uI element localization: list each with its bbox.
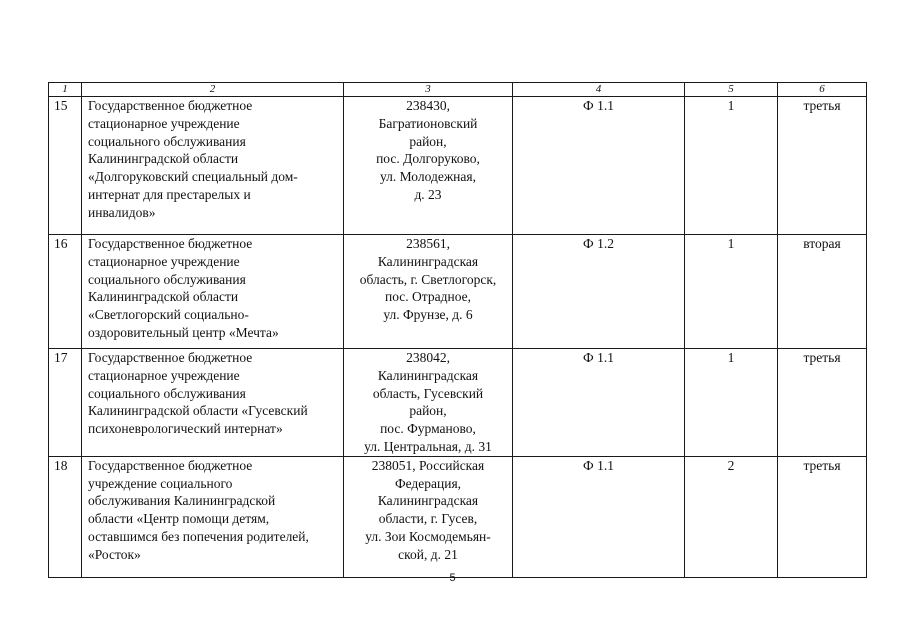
name-line: Государственное бюджетное	[88, 350, 253, 365]
column-6-value: третья	[778, 349, 867, 457]
name-line: Государственное бюджетное	[88, 236, 253, 251]
column-6-value: вторая	[778, 235, 867, 349]
address-line: 238042,	[406, 350, 450, 365]
institution-name	[82, 456, 344, 577]
address-line: 238430,	[406, 98, 450, 113]
column-4-value: Ф 1.2	[513, 235, 685, 349]
institution-address	[344, 235, 513, 349]
address-line: д. 23	[414, 186, 442, 202]
row-number: 18	[49, 456, 82, 577]
name-line: «Долгоруковский специальный дом-	[88, 169, 298, 185]
name-line: области «Центр помощи детям,	[88, 511, 270, 527]
address-line: ской, д. 21	[398, 546, 458, 562]
header-cell: 6	[778, 83, 867, 97]
name-line: социального обслуживания	[88, 133, 246, 149]
address-line: области, г. Гусев,	[378, 511, 478, 527]
column-5-value: 1	[685, 349, 778, 457]
column-5-value: 1	[685, 235, 778, 349]
address-line: район,	[409, 133, 447, 149]
table-row	[49, 456, 867, 577]
address-line: пос. Долгоруково,	[376, 151, 480, 167]
column-4-value: Ф 1.1	[513, 456, 685, 577]
row-number: 16	[49, 235, 82, 349]
column-6-value: третья	[778, 456, 867, 577]
address-line: Калининградская	[377, 493, 479, 509]
header-cell: 1	[49, 83, 82, 97]
address-line: область, г. Светлогорск,	[359, 271, 497, 287]
name-line: интернат для престарелых и	[88, 186, 251, 202]
institution-address	[344, 456, 513, 577]
address-line: ул. Центральная, д. 31	[364, 438, 492, 454]
address-line: Калининградская	[377, 253, 479, 269]
address-line: Багратионовский	[378, 115, 478, 131]
page-number: 5	[449, 572, 456, 584]
row-number: 15	[49, 97, 82, 235]
column-4-value: Ф 1.1	[513, 97, 685, 235]
name-line: обслуживания Калининградской	[88, 493, 276, 509]
address-line: район,	[409, 403, 447, 419]
institution-name	[82, 235, 344, 349]
column-5-value: 2	[685, 456, 778, 577]
address-line: ул. Молодежная,	[380, 169, 476, 185]
name-line: «Светлогорский социально-	[88, 307, 249, 323]
institution-name	[82, 349, 344, 457]
name-line: Государственное бюджетное	[88, 457, 253, 473]
name-line: Государственное бюджетное	[88, 98, 253, 113]
name-line: Калининградской области	[88, 289, 239, 305]
column-5-value: 1	[685, 97, 778, 235]
name-line: социального обслуживания	[88, 385, 246, 401]
name-line: «Росток»	[88, 546, 141, 562]
name-line: стационарное учреждение	[88, 115, 240, 131]
row-number: 17	[49, 349, 82, 457]
name-line: Калининградской области «Гусевский	[88, 403, 308, 419]
address-line: Калининградская	[377, 367, 479, 383]
header-cell: 2	[82, 83, 344, 97]
header-cell: 3	[344, 83, 513, 97]
name-line: стационарное учреждение	[88, 367, 240, 383]
header-cell: 4	[513, 83, 685, 97]
institution-address	[344, 97, 513, 235]
table-row	[49, 97, 867, 235]
institution-name	[82, 97, 344, 235]
table-header-row	[49, 83, 867, 97]
table-row	[49, 235, 867, 349]
address-line: пос. Отрадное,	[385, 289, 471, 305]
name-line: инвалидов»	[88, 204, 156, 220]
name-line: оздоровительный центр «Мечта»	[88, 324, 279, 340]
name-line: стационарное учреждение	[88, 253, 240, 269]
address-line: 238051, Российская	[371, 457, 485, 473]
name-line: социального обслуживания	[88, 271, 246, 287]
name-line: Калининградской области	[88, 151, 239, 167]
table-row	[49, 349, 867, 457]
institution-address	[344, 349, 513, 457]
address-line: Федерация,	[394, 475, 462, 491]
document-table	[48, 82, 867, 578]
address-line: область, Гусевский	[372, 385, 484, 401]
column-4-value: Ф 1.1	[513, 349, 685, 457]
name-line: психоневрологический интернат»	[88, 421, 283, 437]
address-line: ул. Зои Космодемьян-	[365, 528, 491, 544]
address-line: ул. Фрунзе, д. 6	[383, 307, 473, 323]
address-line: пос. Фурманово,	[380, 421, 476, 437]
name-line: оставшимся без попечения родителей,	[88, 528, 309, 544]
column-6-value: третья	[778, 97, 867, 235]
name-line: учреждение социального	[88, 475, 233, 491]
header-cell: 5	[685, 83, 778, 97]
address-line: 238561,	[406, 236, 450, 251]
